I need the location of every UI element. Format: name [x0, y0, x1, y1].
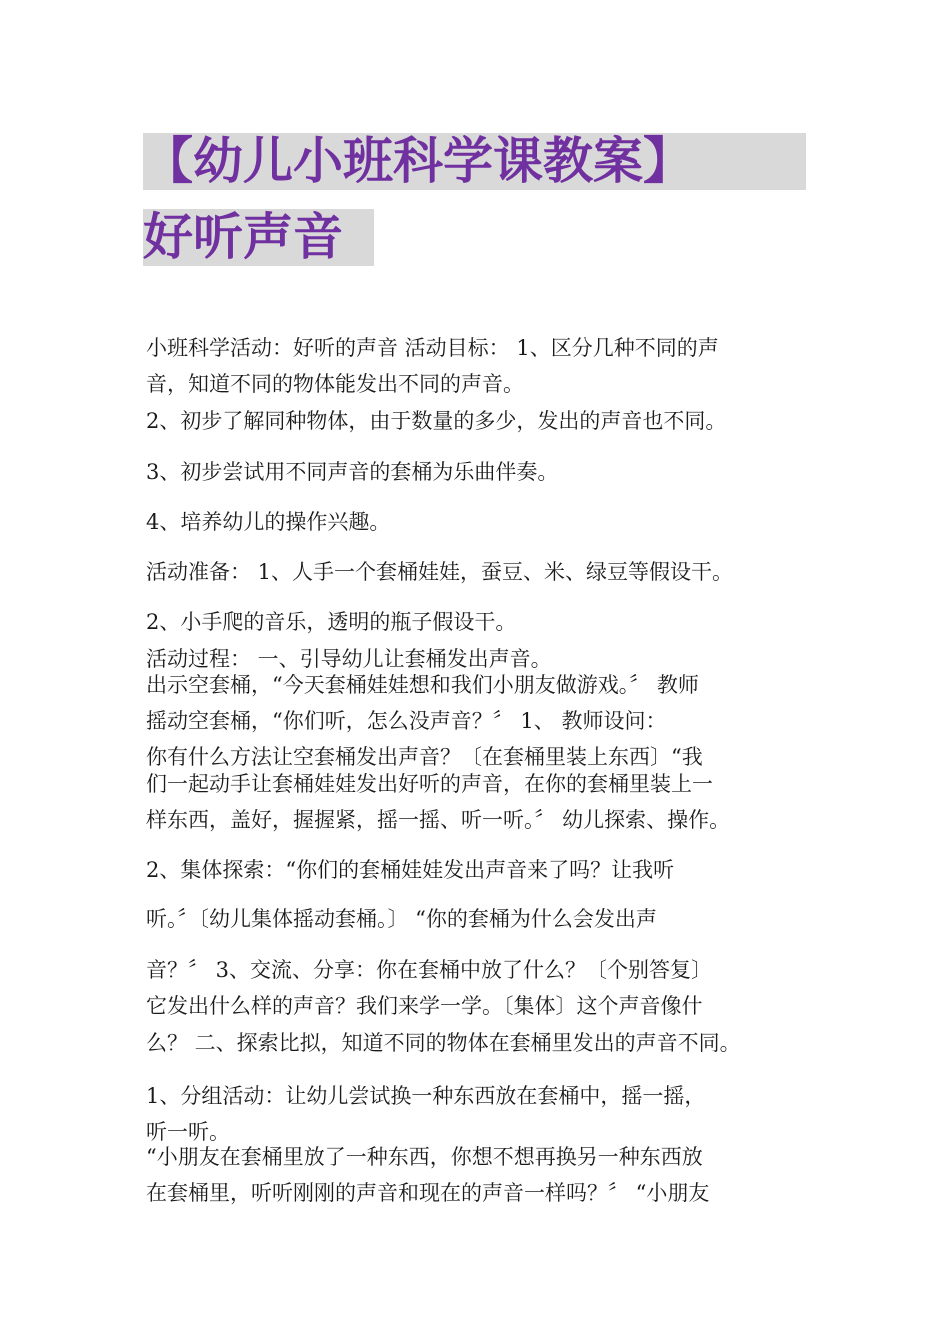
text-line: 在套桶里，听听刚刚的声音和现在的声音一样吗？〞 “小朋友 [146, 1181, 710, 1205]
text-line: 摇动空套桶，“你们听，怎么没声音？〞 1、 教师设问： [146, 709, 667, 733]
text-line: 你有什么方法让空套桶发出声音？〔在套桶里装上东西〕“我 [146, 745, 703, 769]
text-line: 活动过程： 一、引导幼儿让套桶发出声音。 [146, 647, 552, 671]
text-line: 听一听。 [146, 1120, 230, 1144]
text-line: 1、分组活动：让幼儿尝试换一种东西放在套桶中，摇一摇， [146, 1084, 706, 1108]
text-line: 出示空套桶，“今天套桶娃娃想和我们小朋友做游戏。〞 教师 [146, 673, 699, 697]
text-line: 活动准备： 1、人手一个套桶娃娃，蚕豆、米、绿豆等假设干。 [146, 560, 734, 584]
text-line: 2、小手爬的音乐，透明的瓶子假设干。 [146, 610, 517, 634]
document-title-line-1: 【幼儿小班科学课教案】 [143, 133, 806, 190]
text-line: 2、初步了解同种物体，由于数量的多少，发出的声音也不同。 [146, 409, 727, 433]
text-line: 听。〞〔幼儿集体摇动套桶。〕 “你的套桶为什么会发出声 [146, 907, 657, 931]
text-line: 它发出什么样的声音？我们来学一学。〔集体〕这个声音像什 [146, 994, 703, 1018]
document-title-line-2: 好听声音 [143, 209, 374, 266]
text-line: 4、培养幼儿的操作兴趣。 [146, 510, 391, 534]
text-line: 样东西，盖好，握握紧，摇一摇、听一听。〞 幼儿探索、操作。 [146, 808, 731, 832]
text-line: 3、初步尝试用不同声音的套桶为乐曲伴奏。 [146, 460, 559, 484]
text-line: 音，知道不同的物体能发出不同的声音。 [146, 372, 524, 396]
text-line: 么？ 二、探索比拟，知道不同的物体在套桶里发出的声音不同。 [146, 1031, 741, 1055]
text-line: “小朋友在套桶里放了一种东西，你想不想再换另一种东西放 [146, 1145, 703, 1169]
text-line: 小班科学活动：好听的声音 活动目标： 1、区分几种不同的声 [146, 336, 719, 360]
text-line: 音？〞 3、交流、分享：你在套桶中放了什么？〔个别答复〕 [146, 958, 713, 982]
text-line: 2、集体探索：“你们的套桶娃娃发出声音来了吗？让我听 [146, 858, 675, 882]
text-line: 们一起动手让套桶娃娃发出好听的声音，在你的套桶里装上一 [146, 772, 713, 796]
